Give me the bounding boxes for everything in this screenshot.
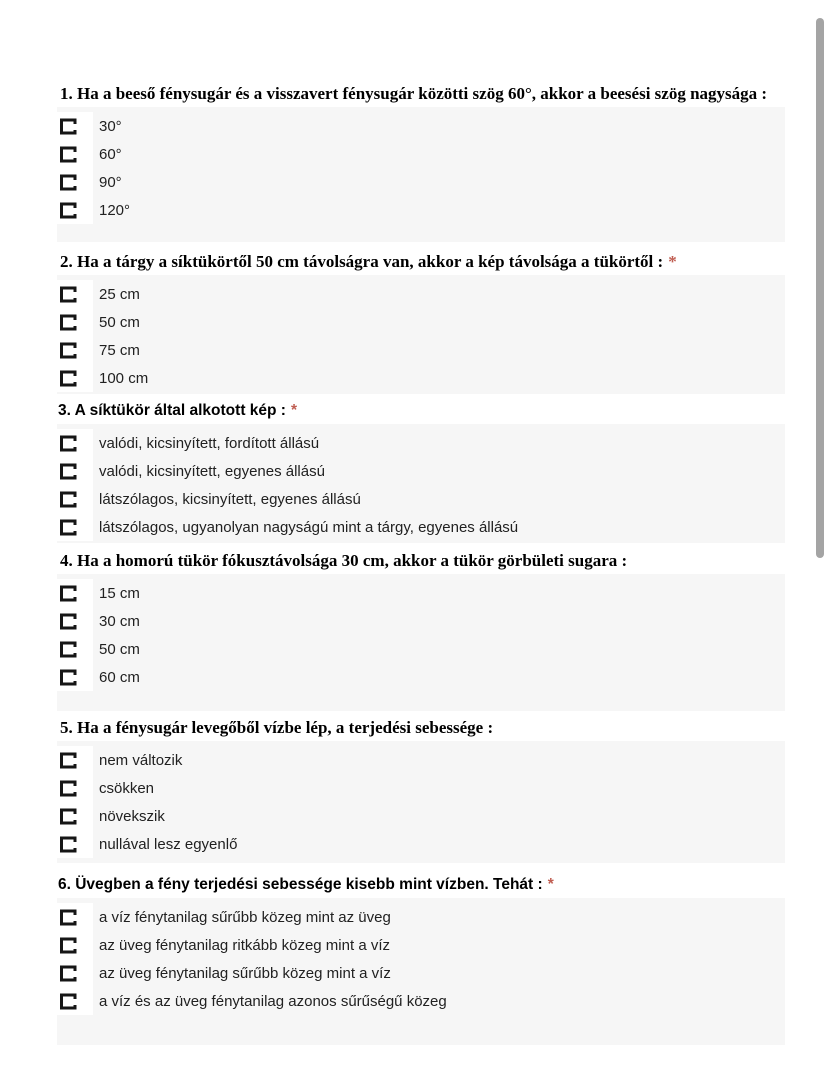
broken-image-icon[interactable] — [57, 196, 93, 224]
option-row[interactable] — [57, 196, 785, 224]
broken-image-icon[interactable] — [57, 931, 93, 959]
question-1-title — [57, 84, 785, 103]
option-label: 100 cm — [99, 369, 149, 387]
broken-image-icon[interactable] — [57, 280, 93, 308]
question-2 — [57, 252, 785, 394]
broken-image-icon[interactable] — [57, 987, 93, 1015]
required-asterisk: * — [547, 876, 554, 893]
option-label: csökken — [99, 779, 155, 797]
option-row[interactable] — [57, 959, 785, 987]
question-5-options — [57, 741, 785, 863]
broken-image-icon[interactable] — [57, 830, 93, 858]
question-1-options — [57, 107, 785, 242]
question-5-title — [57, 718, 785, 737]
option-label: az üveg fénytanilag ritkább közeg mint a víz — [99, 936, 390, 954]
broken-image-icon[interactable] — [57, 140, 93, 168]
option-row[interactable] — [57, 746, 785, 774]
broken-image-icon[interactable] — [57, 959, 93, 987]
option-label: 60° — [99, 145, 122, 163]
question-1 — [57, 84, 785, 242]
option-label: látszólagos, ugyanolyan nagyságú mint a tárgy, egyenes állású — [99, 518, 519, 536]
option-label: 75 cm — [99, 341, 140, 359]
option-row[interactable] — [57, 429, 785, 457]
option-row[interactable] — [57, 830, 785, 858]
question-4-title — [57, 551, 785, 570]
question-5 — [57, 718, 785, 863]
question-4-options — [57, 574, 785, 711]
option-label: valódi, kicsinyített, fordított állású — [99, 434, 320, 452]
option-row[interactable] — [57, 635, 785, 663]
question-title-text: 5. Ha a fénysugár levegőből vízbe lép, a terjedési sebessége : — [60, 718, 494, 737]
question-title-text: 4. Ha a homorú tükör fókusztávolsága 30 cm, akkor a tükör görbületi sugara : — [60, 551, 628, 570]
option-row[interactable] — [57, 485, 785, 513]
option-label: 50 cm — [99, 313, 140, 331]
option-row[interactable] — [57, 513, 785, 541]
question-2-options — [57, 275, 785, 394]
question-6-title — [57, 875, 785, 894]
question-title-text: 2. Ha a tárgy a síktükörtől 50 cm távolságra van, akkor a kép távolsága a tükörtől : — [60, 252, 664, 271]
broken-image-icon[interactable] — [57, 635, 93, 663]
option-row[interactable] — [57, 168, 785, 196]
broken-image-icon[interactable] — [57, 364, 93, 392]
option-row[interactable] — [57, 364, 785, 392]
option-row[interactable] — [57, 774, 785, 802]
broken-image-icon[interactable] — [57, 774, 93, 802]
broken-image-icon[interactable] — [57, 112, 93, 140]
option-label: a víz és az üveg fénytanilag azonos sűrűségű közeg — [99, 992, 447, 1010]
broken-image-icon[interactable] — [57, 485, 93, 513]
option-label: 30 cm — [99, 612, 140, 630]
option-label: 120° — [99, 201, 131, 219]
broken-image-icon[interactable] — [57, 168, 93, 196]
option-label: a víz fénytanilag sűrűbb közeg mint az üveg — [99, 908, 391, 926]
question-6 — [57, 875, 785, 1045]
option-row[interactable] — [57, 987, 785, 1015]
broken-image-icon[interactable] — [57, 336, 93, 364]
option-label: nem változik — [99, 751, 183, 769]
broken-image-icon[interactable] — [57, 663, 93, 691]
option-row[interactable] — [57, 903, 785, 931]
option-row[interactable] — [57, 802, 785, 830]
option-label: 30° — [99, 117, 122, 135]
option-label: 25 cm — [99, 285, 140, 303]
question-title-text: 3. A síktükör által alkotott kép : — [58, 402, 286, 419]
option-label: látszólagos, kicsinyített, egyenes állású — [99, 490, 361, 508]
broken-image-icon[interactable] — [57, 579, 93, 607]
question-3 — [57, 401, 785, 543]
option-row[interactable] — [57, 931, 785, 959]
broken-image-icon[interactable] — [57, 513, 93, 541]
broken-image-icon[interactable] — [57, 903, 93, 931]
option-row[interactable] — [57, 308, 785, 336]
broken-image-icon[interactable] — [57, 457, 93, 485]
option-row[interactable] — [57, 607, 785, 635]
question-3-title — [57, 401, 785, 420]
broken-image-icon[interactable] — [57, 308, 93, 336]
broken-image-icon[interactable] — [57, 429, 93, 457]
option-label: nullával lesz egyenlő — [99, 835, 238, 853]
option-label: 15 cm — [99, 584, 140, 602]
option-row[interactable] — [57, 280, 785, 308]
broken-image-icon[interactable] — [57, 607, 93, 635]
option-row[interactable] — [57, 579, 785, 607]
question-6-options — [57, 898, 785, 1045]
option-row[interactable] — [57, 140, 785, 168]
question-title-text: 6. Üvegben a fény terjedési sebessége kisebb mint vízben. Tehát : — [58, 876, 543, 893]
option-label: 90° — [99, 173, 122, 191]
option-label: az üveg fénytanilag sűrűbb közeg mint a víz — [99, 964, 391, 982]
broken-image-icon[interactable] — [57, 802, 93, 830]
option-label: 60 cm — [99, 668, 140, 686]
question-2-title — [57, 252, 785, 271]
option-label: 50 cm — [99, 640, 140, 658]
option-row[interactable] — [57, 336, 785, 364]
option-label: valódi, kicsinyített, egyenes állású — [99, 462, 325, 480]
question-title-text: 1. Ha a beeső fénysugár és a visszavert fénysugár közötti szög 60°, akkor a beesési szög nagysága : — [60, 84, 768, 103]
question-3-options — [57, 424, 785, 543]
question-4 — [57, 551, 785, 711]
vertical-scrollbar-thumb[interactable] — [816, 18, 824, 558]
required-asterisk: * — [290, 402, 298, 419]
required-asterisk: * — [668, 252, 677, 271]
option-label: növekszik — [99, 807, 165, 825]
option-row[interactable] — [57, 457, 785, 485]
option-row[interactable] — [57, 663, 785, 691]
option-row[interactable] — [57, 112, 785, 140]
quiz-page — [57, 0, 785, 1045]
broken-image-icon[interactable] — [57, 746, 93, 774]
